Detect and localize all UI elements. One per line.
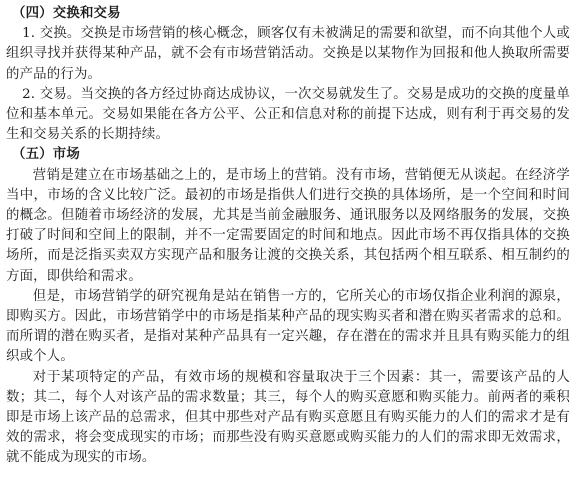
paragraph-effective-market: 对于某项特定的产品，有效市场的规模和容量取决于三个因素：其一，需要该产品的人数；其二，每个人对该产品的需求数量；其三，每个人的购买意愿和购买能力。前两者的乘积即是市场上该产品的总需求，但其中那些对产品有购买意愿且有购买能力的人们的需求才是有效的需求，将会变成现实的市场；而那些没有购买意愿或购买能力的人们的需求即无效需求，就不能成为现实的市场。 [6, 369, 570, 466]
paragraph-exchange: 1. 交换。交换是市场营销的核心概念，顾客仅有未被满足的需要和欲望，而不向其他个人或组织寻找并获得某种产品，就不会有市场营销活动。交换是以某物作为回报和他人换取所需要的产品的行为。 [6, 26, 570, 82]
paragraph-market-buyers: 但是，市场营销学的研究视角是站在销售一方的，它所关心的市场仅指企业利润的源泉，即购买方。因此，市场营销学中的市场是指某种产品的现实购买者和潜在购买者需求的总和。而所谓的潜在购买者，是指对某种产品具有一定兴趣，存在潜在的需求并且具有购买能力的组织或个人。 [6, 288, 570, 365]
section-heading-market: （五）市场 [12, 147, 80, 163]
section-heading-exchange-and-transaction: （四）交换和交易 [12, 6, 121, 21]
paragraph-market-definition: 营销是建立在市场基础之上的，是市场上的营销。没有市场，营销便无从谈起。在经济学当中，市场的含义比较广泛。最初的市场是指供人们进行交换的具体场所，是一个空间和时间的概念。但随着市场经济的发展，尤其是当前金融服务、通讯服务以及网络服务的发展，交换打破了时间和空间上的限制，并不一定需要固定的时间和地点。因此市场不再仅指具体的交换场所，而是泛指买卖双方实现产品和服务让渡的交换关系，其包括两个相互联系、相互制约的方面，即供给和需求。 [6, 167, 570, 284]
paragraph-transaction: 2. 交易。当交换的各方经过协商达成协议，一次交易就发生了。交易是成功的交换的度量单位和基本单元。交易如果能在各方公平、公正和信息对称的前提下达成，则有利于再交易的发生和交易关系的长期持续。 [6, 86, 570, 143]
